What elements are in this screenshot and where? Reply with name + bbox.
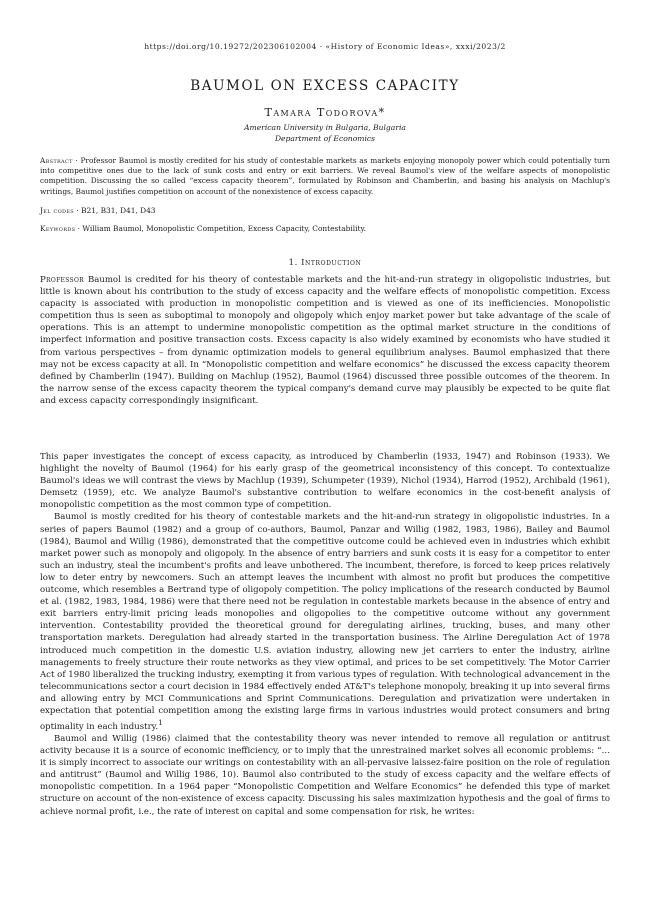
abstract [40,156,610,197]
abstract-separator: · [72,156,81,165]
keywords [40,224,610,234]
body-block-1 [40,274,610,407]
paragraph: This paper investigates the concept of excess capacity, as introduced by Chamberlin (1933, 1947) and Robinson (1933). We highlight the novelty of Baumol (1964) for his early grasp of the geometrical inconsistency of this concept. To contextualize Baumol's ideas we will contrast the views by Machlup (1939), Schumpeter (1939), Nichol (1934), Harrod (1952), Archibald (1961), Demsetz (1959), etc. We analyze Baumol's substantive contribution to welfare economics in the cost-benefit analysis of monopolistic competition as the most common type of competition. [40,452,610,511]
jel-separator: · [74,206,82,215]
abstract-label: Abstract [40,156,73,165]
abstract-text: Professor Baumol is mostly credited for his study of contestable markets as markets enjoying monopoly power which could potentially turn into competitive ones due to the lack of sunk costs and entry or exit barriers. We reveal Baumol's view of the welfare aspects of monopolistic competition. Discussing the so called “excess capacity theorem”, formulated by Robinson and Chamberlin, and basing his analysis on Machlup's writings, Baumol justifies competition on account of the nonexistence of excess capacity. [40,156,610,196]
paragraph: Baumol and Willig (1986) claimed that the contestability theory was never intended to remove all regulation or antitrust activity because it is a source of economic inefficiency, or to imply that the unrestrained market solves all economic problems: “…it is simply incorrect to associate our writings on contestability with an all-pervasive laissez-faire position on the role of regulation and antitrust” (Baumol and Willig 1986, 10). Baumol also contributed to the study of excess capacity and the welfare effects of monopolistic competition. In a 1964 paper “Monopolistic Competition and Welfare Economics” he defended this type of market structure on account of the non-existence of excess capacity. Discussing his sales maximization hypothesis and the goal of firms to achieve normal profit, i.e., the rate of interest on capital and some compensation for risk, he writes: [40,734,610,817]
jel-label: Jel codes [40,206,74,215]
keywords-label: Keywords [40,224,76,233]
jel-values: B21, B31, D41, D43 [81,206,156,215]
keywords-separator: · [75,224,83,233]
lead-word: Professor [40,275,84,285]
author-name: Tamara Todorova* [264,106,386,119]
body-block-2 [40,451,610,818]
paragraph-text: Baumol is mostly credited for his theory of contestable markets and the hit-and-run strategy in oligopolistic industries. In a series of papers Baumol (1982) and a group of co-authors, Baumol, Panzar and Willig (1982, 1983, 1986), Bailey and Baumol (1984), Baumol and Willig (1986), demonstrated that the competitive outcome could be achieved even in industries which exhibit market power such as monopoly and oligopoly. In the absence of entry barriers and sunk costs it is easy for a competitor to enter such an industry, steal the incumbent's profits and leave unbothered. The incumbent, therefore, is forced to keep prices relatively low to deter entry by newcomers. Such an attempt leaves the incumbent with almost no profit but produces the competitive outcome, which resembles a Bertrand type of oligopoly competition. The policy implications of the research conducted by Baumol et al. (1982, 1983, 1984, 1986) were that there need not be regulation in contestable markets because in the absence of entry and exit barriers entry-limit pricing leads monopolies and oligopolies to the competitive outcome without any government intervention. Contestability provided the theoretical ground for deregulating airlines, trucking, buses, and many other transportation markets. Deregulation had already started in the transportation business. The Airline Deregulation Act of 1978 introduced much competition in the domestic U.S. aviation industry, allowing new jet carriers to enter the industry, airline managements to freely structure their route networks as they view optimal, and prices to be set competitively. The Motor Carrier Act of 1980 liberalized the trucking industry, exempting it from various types of regulation. With technological advancement in the telecommunications sector a court decision in 1984 effectively ended AT&T's telephone monopoly, breaking it up into several firms and allowing entry by MCI Communications and Sprint Communications. Deregulation and privatization were undertaken in expectation that potential competition among the existing large firms in various industries would protect consumers and bring optimality in each industry. [40,512,610,732]
running-header: https://doi.org/10.19272/202306102004 · «History of Economic Ideas», xxxi/2023/2 [144,42,506,51]
author-affiliation: American University in Bulgaria, Bulgaria [244,123,406,132]
section-heading: 1. Introduction [288,257,362,267]
paper-title: BAUMOL ON EXCESS CAPACITY [190,78,460,94]
author-department: Department of Economics [274,134,376,143]
keywords-values: William Baumol, Monopolistic Competition, Excess Capacity, Contestability. [82,224,367,233]
paragraph-text: Baumol is credited for his theory of contestable markets and the hit-and-run strategy in oligopolistic industries, but little is known about his contribution to the study of excess capacity and the welfare effects of monopolistic competition. Excess capacity is associated with production in monopolistic competition and is viewed as one of its inefficiencies. Monopolistic competition thus is seen as suboptimal to monopoly and oligopoly which enjoy market power but take advantage of the scale of operations. This is an attempt to undermine monopolistic competition as the optimal market structure in the conditions of imperfect information and positive transaction costs. Excess capacity is also widely examined by economists who have studied it from various perspectives – from dynamic optimization models to general equilibrium analyses. Baumol emphasized that there may not be excess capacity at all. In “Monopolistic competition and welfare economics” he discussed the excess capacity theorem defined by Chamberlin (1947). Building on Machlup (1952), Baumol (1964) discussed three possible outcomes of the theorem. In the narrow sense of the excess capacity theorem the typical company's demand curve may plausibly be expected to be quite flat and excess capacity correspondingly insignificant. [40,275,610,406]
paragraph [40,274,610,407]
jel-codes [40,206,610,216]
footnote-marker: 1 [158,718,163,728]
paragraph [40,511,610,733]
